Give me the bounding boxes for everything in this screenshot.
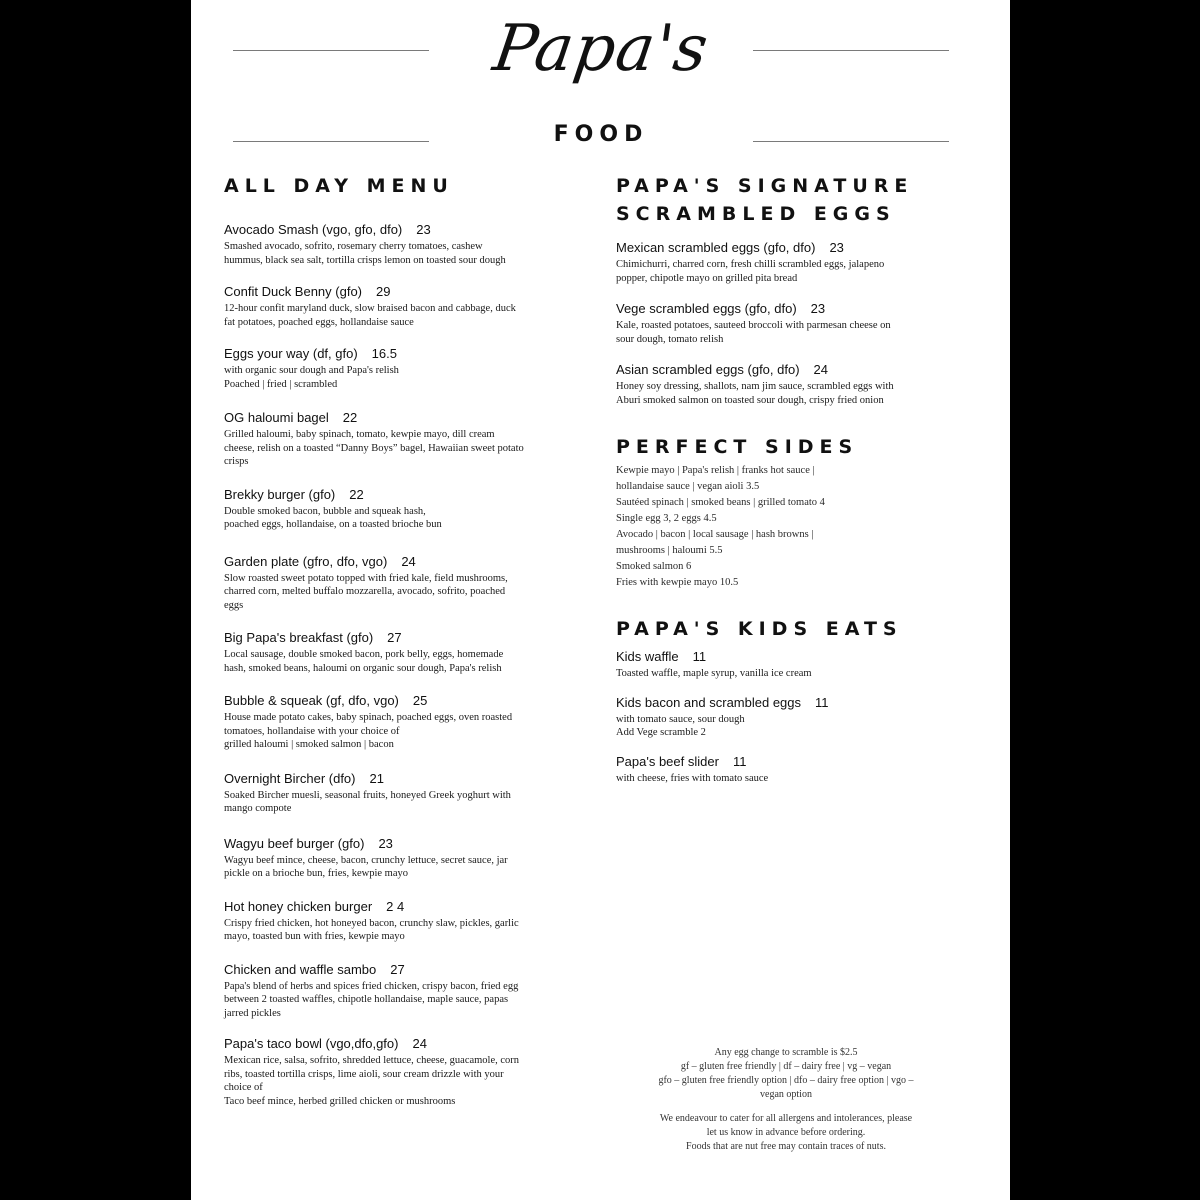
kids-title: PAPA'S KIDS EATS	[616, 618, 903, 640]
description-line: poached eggs, hollandaise, on a toasted brioche bun	[224, 519, 442, 530]
header-rule-bottom-right	[753, 141, 949, 142]
signature-items	[616, 240, 956, 407]
menu-item-description	[224, 789, 584, 816]
menu-item-description	[224, 505, 584, 532]
description-line: fat potatoes, poached eggs, hollandaise sauce	[224, 316, 414, 328]
menu-item-heading	[616, 301, 956, 317]
kids-section	[616, 615, 956, 785]
menu-item-heading	[224, 487, 584, 503]
brand-logo: Papa's	[488, 12, 714, 86]
menu-item-description	[224, 648, 584, 675]
menu-item-name: Garden plate (gfro, dfo, vgo)	[224, 553, 388, 569]
menu-item-description	[616, 772, 956, 786]
side-item-line: mushrooms | haloumi 5.5	[616, 545, 723, 556]
menu-item-name: Kids bacon and scrambled eggs	[616, 694, 802, 710]
menu-item-heading	[616, 754, 956, 770]
menu-item-name: Mexican scrambled eggs (gfo, dfo)	[616, 240, 816, 255]
description-line: mango compote	[224, 803, 292, 814]
description-line: eggs	[224, 599, 244, 611]
menu-item-price: 27	[390, 961, 405, 977]
side-item-line: Fries with kewpie mayo 10.5	[616, 577, 739, 588]
menu-item-price: 11	[732, 753, 747, 769]
menu-item-name: Kids waffle	[616, 649, 679, 664]
menu-item	[224, 554, 584, 613]
menu-item-price: 23	[378, 835, 393, 851]
menu-item-description	[224, 302, 584, 329]
menu-item-price: 22	[342, 410, 358, 425]
description-line: tomatoes, hollandaise with your choice of	[224, 725, 400, 737]
menu-page	[191, 0, 1010, 1200]
menu-item-name: Overnight Bircher (dfo)	[224, 770, 356, 786]
menu-item-description	[224, 364, 584, 391]
menu-item-price: 16.5	[371, 346, 397, 361]
menu-item-price: 2 4	[386, 898, 405, 914]
description-line: Chimichurri, charred corn, fresh chilli scrambled eggs, jalapeno	[616, 259, 885, 270]
description-line: Toasted waffle, maple syrup, vanilla ice cream	[616, 668, 812, 679]
menu-item-description	[224, 428, 584, 469]
side-item-line: hollandaise sauce | vegan aioli 3.5	[616, 481, 760, 492]
all-day-menu-title: ALL DAY MENU	[224, 175, 454, 197]
menu-item-description	[224, 572, 584, 613]
menu-item-name: Big Papa's breakfast (gfo)	[224, 630, 374, 645]
menu-item	[616, 649, 956, 681]
description-line: with organic sour dough and Papa's relish	[224, 365, 399, 376]
menu-item-heading	[224, 693, 584, 709]
description-line: Add Vege scramble 2	[616, 727, 706, 738]
menu-item-price: 23	[810, 301, 826, 316]
menu-item-heading	[224, 284, 584, 300]
menu-item	[616, 301, 956, 346]
brand-subtitle: FOOD	[553, 122, 649, 147]
menu-item-name: Brekky burger (gfo)	[224, 486, 336, 502]
menu-item	[224, 962, 584, 1021]
menu-item-name: Eggs your way (df, gfo)	[224, 346, 358, 361]
menu-item	[224, 410, 584, 469]
menu-item-description	[616, 713, 956, 740]
menu-item-description	[224, 854, 584, 881]
menu-item-heading	[224, 410, 584, 426]
description-line: Mexican rice, salsa, sofrito, shredded lettuce, cheese, guacamole, corn	[224, 1055, 520, 1066]
menu-item-name: Confit Duck Benny (gfo)	[224, 284, 363, 299]
description-line: popper, chipotle mayo on grilled pita bread	[616, 272, 798, 284]
menu-item-price: 11	[692, 649, 707, 664]
menu-item-heading	[224, 554, 584, 570]
menu-item-description	[616, 319, 956, 346]
description-line: Taco beef mince, herbed grilled chicken or mushrooms	[224, 1095, 456, 1107]
menu-item	[616, 362, 956, 407]
description-line: House made potato cakes, baby spinach, poached eggs, oven roasted	[224, 712, 513, 723]
description-line: sour dough, tomato relish	[616, 333, 724, 345]
menu-item-description	[224, 980, 584, 1021]
sides-title: PERFECT SIDES	[616, 436, 859, 458]
description-line: Aburi smoked salmon on toasted sour dough, crispy fried onion	[616, 394, 884, 406]
menu-item-heading	[224, 222, 584, 238]
notes-spacer	[616, 1102, 956, 1112]
right-column	[616, 172, 956, 785]
note-line: let us know in advance before ordering.	[706, 1127, 866, 1138]
description-line: jarred pickles	[224, 1007, 281, 1019]
signature-section	[616, 172, 956, 407]
menu-item-price: 24	[813, 362, 829, 377]
menu-item-name: Chicken and waffle sambo	[224, 961, 377, 977]
menu-item-price: 29	[376, 284, 391, 299]
menu-item	[224, 771, 584, 816]
description-line: Kale, roasted potatoes, sauteed broccoli with parmesan cheese on	[616, 320, 891, 331]
menu-item-heading	[616, 649, 956, 665]
note-line: gf – gluten free friendly | df – dairy free | vg – vegan	[680, 1061, 892, 1072]
description-line: Slow roasted sweet potato topped with fried kale, field mushrooms,	[224, 572, 508, 584]
description-line: hash, smoked beans, haloumi on organic sour dough, Papa's relish	[224, 662, 502, 674]
note-line: We endeavour to cater for all allergens and intolerances, please	[659, 1113, 913, 1124]
menu-item	[616, 695, 956, 740]
allergen-notes	[616, 1112, 956, 1154]
menu-item-name: Vege scrambled eggs (gfo, dfo)	[616, 301, 797, 316]
menu-item	[616, 240, 956, 285]
sides-section	[616, 433, 956, 591]
menu-item-price: 23	[829, 240, 844, 255]
header-rule-top-right	[753, 50, 949, 51]
description-line: ribs, toasted tortilla crisps, lime aioli, sour cream drizzle with your	[224, 1068, 504, 1080]
description-line: Local sausage, double smoked bacon, pork belly, eggs, homemade	[224, 649, 504, 660]
menu-item-description	[616, 258, 956, 285]
side-item-line: Single egg 3, 2 eggs 4.5	[616, 513, 717, 524]
menu-item-name: Bubble & squeak (gf, dfo, vgo)	[224, 693, 399, 708]
description-line: hummus, black sea salt, tortilla crisps lemon on toasted sour dough	[224, 254, 506, 266]
note-line: vegan option	[760, 1089, 812, 1100]
description-line: choice of	[224, 1082, 263, 1093]
description-line: Wagyu beef mince, cheese, bacon, crunchy lettuce, secret sauce, jar	[224, 854, 508, 866]
signature-title-line1: PAPA'S SIGNATURE	[616, 175, 914, 197]
menu-item-price: 22	[349, 486, 364, 502]
menu-notes	[616, 1046, 956, 1154]
menu-item-name: Wagyu beef burger (gfo)	[224, 835, 365, 851]
menu-item-price: 24	[412, 1036, 427, 1051]
description-line: charred corn, melted buffalo mozzarella, avocado, sofrito, poached	[224, 586, 506, 597]
header-rule-top-left	[233, 50, 429, 51]
menu-item-description	[616, 380, 956, 407]
menu-item-price: 21	[369, 770, 384, 786]
signature-title-line2: SCRAMBLED EGGS	[616, 203, 896, 225]
menu-item-name: Papa's taco bowl (vgo,dfo,gfo)	[224, 1036, 399, 1051]
description-line: Crispy fried chicken, hot honeyed bacon, crunchy slaw, pickles, garlic	[224, 917, 519, 929]
note-line: gfo – gluten free friendly option | dfo – dairy free option | vgo –	[658, 1075, 914, 1086]
description-line: crisps	[224, 456, 249, 467]
menu-item-description	[224, 917, 584, 944]
menu-item	[224, 346, 584, 391]
description-line: mayo, toasted bun with fries, kewpie mayo	[224, 931, 405, 942]
header-rule-bottom-left	[233, 141, 429, 142]
description-line: Papa's blend of herbs and spices fried chicken, crispy bacon, fried egg	[224, 980, 519, 992]
menu-item-heading	[616, 695, 956, 711]
kids-items	[616, 649, 956, 785]
menu-item-heading	[224, 346, 584, 362]
menu-item-heading	[616, 240, 956, 256]
menu-item-heading	[224, 1036, 584, 1052]
menu-item-description	[224, 711, 584, 752]
menu-item	[224, 1036, 584, 1108]
description-line: between 2 toasted waffles, chipotle hollandaise, maple sauce, papas	[224, 994, 509, 1005]
description-line: cheese, relish on a toasted “Danny Boys” bagel, Hawaiian sweet potato	[224, 442, 524, 454]
menu-item-name: Avocado Smash (vgo, gfo, dfo)	[224, 222, 403, 237]
menu-item-description	[224, 1054, 584, 1108]
menu-item-name: OG haloumi bagel	[224, 410, 329, 425]
menu-item	[224, 693, 584, 752]
menu-item-description	[616, 667, 956, 681]
dietary-notes	[616, 1046, 956, 1102]
description-line: pickle on a brioche bun, fries, kewpie mayo	[224, 868, 408, 879]
menu-item	[224, 284, 584, 329]
menu-item-price: 25	[412, 693, 428, 708]
menu-item	[224, 899, 584, 944]
menu-item-name: Papa's beef slider	[616, 753, 719, 769]
menu-item-heading	[224, 836, 584, 852]
description-line: Honey soy dressing, shallots, nam jim sauce, scrambled eggs with	[616, 381, 894, 392]
menu-item-price: 27	[387, 630, 402, 645]
menu-item	[224, 630, 584, 675]
menu-item-price: 11	[815, 694, 829, 710]
menu-item	[224, 836, 584, 881]
description-line: Soaked Bircher muesli, seasonal fruits, honeyed Greek yoghurt with	[224, 789, 511, 801]
description-line: Grilled haloumi, baby spinach, tomato, kewpie mayo, dill cream	[224, 429, 495, 440]
menu-item-name: Asian scrambled eggs (gfo, dfo)	[616, 362, 800, 377]
description-line: 12-hour confit maryland duck, slow braised bacon and cabbage, duck	[224, 303, 516, 314]
all-day-menu-section	[224, 172, 584, 1108]
menu-item	[224, 222, 584, 267]
description-line: Smashed avocado, sofrito, rosemary cherry tomatoes, cashew	[224, 241, 483, 252]
description-line: grilled haloumi | smoked salmon | bacon	[224, 739, 394, 750]
menu-item	[616, 754, 956, 786]
menu-item-description	[224, 240, 584, 267]
sides-list	[616, 463, 956, 591]
note-line: Any egg change to scramble is $2.5	[714, 1047, 858, 1058]
description-line: with cheese, fries with tomato sauce	[616, 772, 769, 784]
all-day-items	[224, 222, 584, 1108]
menu-item-heading	[224, 771, 584, 787]
menu-item-name: Hot honey chicken burger	[224, 898, 373, 914]
side-item-line: Kewpie mayo | Papa's relish | franks hot sauce |	[616, 465, 815, 476]
menu-item-heading	[224, 962, 584, 978]
menu-item-heading	[616, 362, 956, 378]
menu-item-heading	[224, 899, 584, 915]
note-line: Foods that are nut free may contain traces of nuts.	[686, 1141, 886, 1152]
side-item-line: Avocado | bacon | local sausage | hash browns |	[616, 529, 814, 540]
menu-item-price: 23	[416, 222, 431, 237]
menu-item-price: 24	[401, 553, 416, 569]
description-line: Double smoked bacon, bubble and squeak hash,	[224, 505, 426, 517]
description-line: with tomato sauce, sour dough	[616, 713, 745, 725]
side-item-line: Sautéed spinach | smoked beans | grilled tomato 4	[616, 497, 825, 508]
menu-item-heading	[224, 630, 584, 646]
menu-item	[224, 487, 584, 532]
description-line: Poached | fried | scrambled	[224, 378, 338, 390]
side-item-line: Smoked salmon 6	[616, 561, 692, 572]
